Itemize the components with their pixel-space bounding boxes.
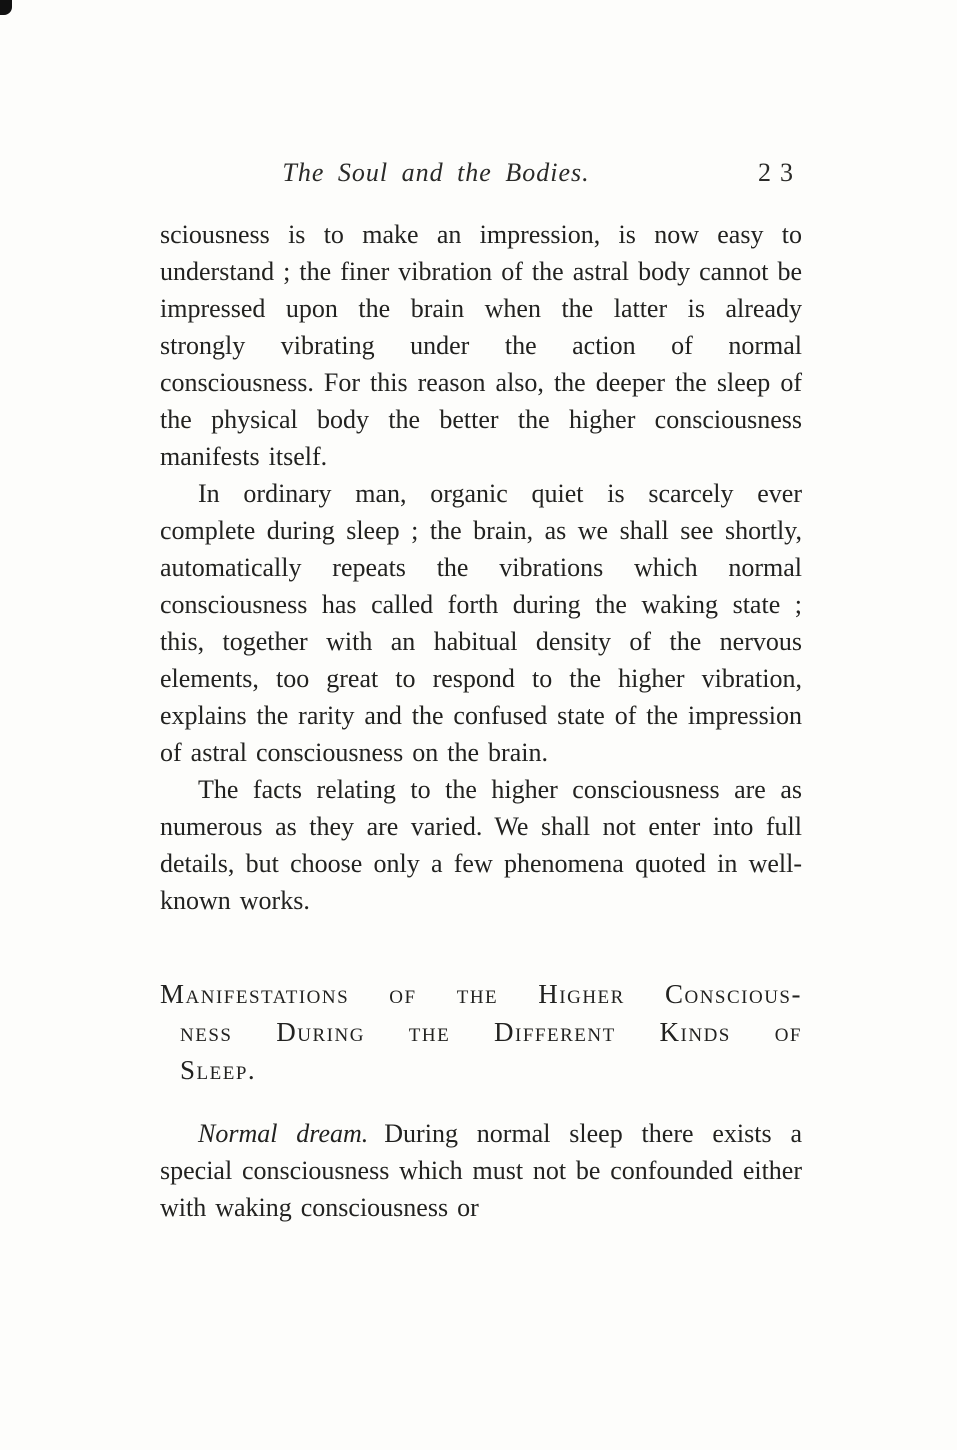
section-heading-line: ness During the Different Kinds of (180, 1017, 802, 1047)
scan-artifact (0, 0, 12, 15)
paragraph-ordinary-man: In ordinary man, organic quiet is scarcely ever complete during sleep ; the brain, as we shall see shortly, automatically repeats the vibrations which normal consciousness has called forth during the waking state ; this, together with an habitual density of the nervous elements, too great to respond to the higher vibration, explains the rarity and the confused state of the impression of astral consciousness on the brain. (160, 479, 802, 767)
paragraph-normal-dream-text: During normal sleep there exists a special consciousness which must not be confounded either with waking consciousness or (160, 1119, 802, 1222)
page-header (160, 158, 802, 198)
section-heading-line: Sleep. (180, 1055, 257, 1085)
paragraph-normal-dream (160, 1115, 802, 1226)
running-title: The Soul and the Bodies. (282, 158, 590, 187)
section-heading (160, 975, 802, 1089)
paragraph-facts: The facts relating to the higher consciousness are as numerous as they are varied. We shall not enter into full details, but choose only a few phenomena quoted in well-known works. (160, 775, 802, 915)
page-content (160, 158, 802, 1226)
page-number: 23 (758, 158, 802, 187)
paragraph-continuation: sciousness is to make an impression, is now easy to understand ; the finer vibration of the astral body cannot be impressed upon the brain when the latter is already strongly vibrating under the action of normal consciousness. For this reason also, the deeper the sleep of the physical body the better the higher consciousness manifests itself. (160, 220, 802, 471)
paragraph-lead-italic: Normal dream. (198, 1119, 369, 1148)
body-text (160, 216, 802, 1226)
section-heading-line: Manifestations of the Higher Conscious- (160, 979, 802, 1009)
